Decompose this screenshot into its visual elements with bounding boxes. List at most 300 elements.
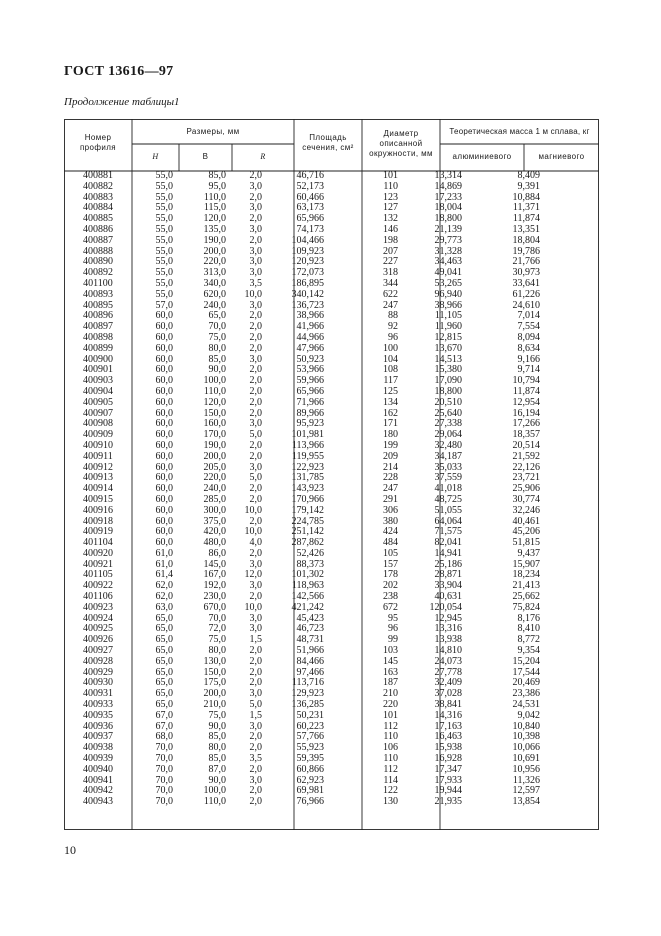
cell-radius-r: 3,0 <box>249 462 262 473</box>
cell-aluminum-mass: 53,265 <box>434 278 462 289</box>
table-row <box>64 549 599 560</box>
cell-radius-r: 2,0 <box>249 678 262 689</box>
cell-profile-number: 401104 <box>83 538 113 549</box>
cell-profile-number: 400936 <box>83 721 113 732</box>
cell-circumscribed-diameter: 380 <box>383 516 398 527</box>
cell-aluminum-mass: 27,778 <box>434 667 462 678</box>
cell-profile-number: 400901 <box>83 365 113 376</box>
cell-profile-number: 400909 <box>83 430 113 441</box>
cell-width-b: 100,0 <box>203 376 226 387</box>
cell-width-b: 175,0 <box>203 678 226 689</box>
cell-height-h: 60,0 <box>155 365 173 376</box>
table-row <box>64 592 599 603</box>
cell-circumscribed-diameter: 110 <box>383 754 398 765</box>
table-row <box>64 257 599 268</box>
cell-profile-number: 400913 <box>83 473 113 484</box>
cell-height-h: 70,0 <box>155 786 173 797</box>
cell-section-area: 52,426 <box>296 548 324 559</box>
cell-magnesium-mass: 25,906 <box>512 484 540 495</box>
cell-width-b: 170,0 <box>203 430 226 441</box>
cell-profile-number: 400905 <box>83 397 113 408</box>
cell-circumscribed-diameter: 145 <box>383 656 398 667</box>
header-mass: Теоретическая масса 1 м сплава, кг <box>449 127 590 136</box>
cell-section-area: 89,966 <box>296 408 324 419</box>
header-number: Номер профиля <box>79 133 117 152</box>
cell-aluminum-mass: 14,941 <box>434 548 462 559</box>
cell-width-b: 167,0 <box>203 570 226 581</box>
cell-width-b: 80,0 <box>208 743 226 754</box>
cell-magnesium-mass: 21,413 <box>512 581 540 592</box>
cell-section-area: 84,466 <box>296 656 324 667</box>
cell-width-b: 145,0 <box>203 559 226 570</box>
cell-aluminum-mass: 25,640 <box>434 408 462 419</box>
cell-circumscribed-diameter: 157 <box>383 559 398 570</box>
cell-radius-r: 3,0 <box>249 624 262 635</box>
table-row <box>64 678 599 689</box>
table-row <box>64 430 599 441</box>
cell-aluminum-mass: 13,938 <box>434 635 462 646</box>
cell-circumscribed-diameter: 123 <box>383 192 398 203</box>
cell-magnesium-mass: 9,166 <box>517 354 540 365</box>
cell-width-b: 110,0 <box>203 386 226 397</box>
cell-radius-r: 2,0 <box>249 667 262 678</box>
cell-circumscribed-diameter: 672 <box>383 602 398 613</box>
cell-aluminum-mass: 40,631 <box>434 592 462 603</box>
cell-width-b: 190,0 <box>203 235 226 246</box>
table-row <box>64 538 599 549</box>
cell-radius-r: 10,0 <box>244 289 262 300</box>
cell-profile-number: 400925 <box>83 624 113 635</box>
cell-width-b: 200,0 <box>203 246 226 257</box>
table-row <box>64 463 599 474</box>
cell-radius-r: 2,0 <box>249 592 262 603</box>
cell-aluminum-mass: 21,935 <box>434 797 462 808</box>
cell-profile-number: 400900 <box>83 354 113 365</box>
cell-aluminum-mass: 19,944 <box>434 786 462 797</box>
cell-radius-r: 2,0 <box>249 797 262 808</box>
cell-width-b: 90,0 <box>208 775 226 786</box>
cell-radius-r: 2,0 <box>249 451 262 462</box>
cell-magnesium-mass: 21,592 <box>512 451 540 462</box>
cell-aluminum-mass: 33,904 <box>434 581 462 592</box>
cell-aluminum-mass: 18,800 <box>434 214 462 225</box>
cell-height-h: 60,0 <box>155 505 173 516</box>
header-r <box>232 152 294 162</box>
table-row <box>64 322 599 333</box>
table-row <box>64 290 599 301</box>
document-title: ГОСТ 13616—97 <box>64 64 174 79</box>
cell-section-area: 95,923 <box>296 419 324 430</box>
cell-profile-number: 400926 <box>83 635 113 646</box>
cell-section-area: 57,766 <box>296 732 324 743</box>
cell-radius-r: 5,0 <box>249 700 262 711</box>
cell-aluminum-mass: 27,338 <box>434 419 462 430</box>
cell-magnesium-mass: 10,956 <box>512 764 540 775</box>
cell-height-h: 67,0 <box>155 710 173 721</box>
cell-magnesium-mass: 23,721 <box>512 473 540 484</box>
cell-circumscribed-diameter: 162 <box>383 408 398 419</box>
cell-magnesium-mass: 21,766 <box>512 257 540 268</box>
cell-profile-number: 400923 <box>83 602 113 613</box>
cell-profile-number: 401106 <box>83 592 113 603</box>
cell-radius-r: 3,5 <box>249 278 262 289</box>
cell-magnesium-mass: 45,206 <box>512 527 540 538</box>
cell-section-area: 421,242 <box>291 602 324 613</box>
cell-radius-r: 2,0 <box>249 235 262 246</box>
cell-width-b: 70,0 <box>208 322 226 333</box>
cell-width-b: 300,0 <box>203 505 226 516</box>
cell-section-area: 74,173 <box>296 224 324 235</box>
table-row <box>64 570 599 581</box>
cell-radius-r: 2,0 <box>249 365 262 376</box>
cell-circumscribed-diameter: 112 <box>383 721 398 732</box>
cell-magnesium-mass: 8,094 <box>517 332 540 343</box>
cell-height-h: 70,0 <box>155 775 173 786</box>
cell-radius-r: 2,0 <box>249 397 262 408</box>
table-row <box>64 193 599 204</box>
cell-profile-number: 400931 <box>83 689 113 700</box>
cell-magnesium-mass: 9,714 <box>517 365 540 376</box>
cell-profile-number: 400897 <box>83 322 113 333</box>
table-row <box>64 765 599 776</box>
cell-section-area: 143,923 <box>291 484 324 495</box>
cell-profile-number: 400940 <box>83 764 113 775</box>
cell-radius-r: 3,5 <box>249 754 262 765</box>
cell-profile-number: 400887 <box>83 235 113 246</box>
cell-aluminum-mass: 49,041 <box>434 268 462 279</box>
cell-height-h: 65,0 <box>155 689 173 700</box>
cell-width-b: 160,0 <box>203 419 226 430</box>
cell-magnesium-mass: 11,874 <box>512 386 540 397</box>
table-row <box>64 311 599 322</box>
cell-height-h: 65,0 <box>155 667 173 678</box>
cell-magnesium-mass: 11,874 <box>512 214 540 225</box>
cell-section-area: 118,963 <box>291 581 324 592</box>
cell-width-b: 375,0 <box>203 516 226 527</box>
cell-profile-number: 400886 <box>83 224 113 235</box>
cell-section-area: 113,966 <box>291 440 324 451</box>
cell-width-b: 65,0 <box>208 311 226 322</box>
cell-width-b: 240,0 <box>203 484 226 495</box>
cell-profile-number: 400911 <box>83 451 113 462</box>
cell-magnesium-mass: 7,554 <box>517 322 540 333</box>
cell-aluminum-mass: 14,810 <box>434 646 462 657</box>
cell-section-area: 51,966 <box>296 646 324 657</box>
cell-circumscribed-diameter: 106 <box>383 743 398 754</box>
cell-height-h: 60,0 <box>155 440 173 451</box>
cell-section-area: 131,785 <box>291 473 324 484</box>
cell-magnesium-mass: 24,531 <box>512 700 540 711</box>
cell-height-h: 62,0 <box>155 592 173 603</box>
cell-width-b: 100,0 <box>203 786 226 797</box>
cell-height-h: 55,0 <box>155 257 173 268</box>
cell-circumscribed-diameter: 108 <box>383 365 398 376</box>
cell-radius-r: 2,0 <box>249 408 262 419</box>
cell-magnesium-mass: 11,326 <box>512 775 540 786</box>
cell-radius-r: 2,0 <box>249 214 262 225</box>
cell-height-h: 60,0 <box>155 311 173 322</box>
cell-radius-r: 2,0 <box>249 343 262 354</box>
cell-profile-number: 400943 <box>83 797 113 808</box>
table-row <box>64 506 599 517</box>
cell-height-h: 65,0 <box>155 635 173 646</box>
cell-radius-r: 5,0 <box>249 473 262 484</box>
cell-magnesium-mass: 10,691 <box>512 754 540 765</box>
cell-aluminum-mass: 13,670 <box>434 343 462 354</box>
cell-magnesium-mass: 7,014 <box>517 311 540 322</box>
table-row <box>64 668 599 679</box>
table-row <box>64 365 599 376</box>
cell-section-area: 287,862 <box>291 538 324 549</box>
cell-section-area: 109,923 <box>291 246 324 257</box>
cell-width-b: 110,0 <box>203 192 226 203</box>
cell-circumscribed-diameter: 247 <box>383 300 398 311</box>
cell-radius-r: 2,0 <box>249 516 262 527</box>
cell-width-b: 85,0 <box>208 732 226 743</box>
cell-aluminum-mass: 14,513 <box>434 354 462 365</box>
cell-height-h: 62,0 <box>155 581 173 592</box>
cell-aluminum-mass: 14,869 <box>434 181 462 192</box>
cell-height-h: 63,0 <box>155 602 173 613</box>
cell-aluminum-mass: 17,090 <box>434 376 462 387</box>
cell-circumscribed-diameter: 163 <box>383 667 398 678</box>
cell-section-area: 45,423 <box>296 613 324 624</box>
cell-profile-number: 400935 <box>83 710 113 721</box>
cell-aluminum-mass: 29,064 <box>434 430 462 441</box>
cell-circumscribed-diameter: 101 <box>383 710 398 721</box>
cell-section-area: 76,966 <box>296 797 324 808</box>
cell-width-b: 220,0 <box>203 473 226 484</box>
cell-radius-r: 2,0 <box>249 171 262 181</box>
cell-width-b: 115,0 <box>203 203 226 214</box>
cell-aluminum-mass: 64,064 <box>434 516 462 527</box>
cell-magnesium-mass: 61,226 <box>512 289 540 300</box>
cell-profile-number: 400920 <box>83 548 113 559</box>
cell-circumscribed-diameter: 424 <box>383 527 398 538</box>
cell-section-area: 136,285 <box>291 700 324 711</box>
cell-profile-number: 401105 <box>83 570 113 581</box>
table-row <box>64 527 599 538</box>
cell-profile-number: 400937 <box>83 732 113 743</box>
cell-aluminum-mass: 120,054 <box>429 602 462 613</box>
header-h <box>132 152 179 162</box>
cell-circumscribed-diameter: 210 <box>383 689 398 700</box>
table-row <box>64 473 599 484</box>
cell-magnesium-mass: 20,514 <box>512 440 540 451</box>
cell-aluminum-mass: 17,163 <box>434 721 462 732</box>
cell-magnesium-mass: 19,786 <box>512 246 540 257</box>
cell-circumscribed-diameter: 209 <box>383 451 398 462</box>
cell-height-h: 57,0 <box>155 300 173 311</box>
cell-section-area: 101,981 <box>291 430 324 441</box>
cell-profile-number: 400884 <box>83 203 113 214</box>
cell-height-h: 60,0 <box>155 322 173 333</box>
cell-magnesium-mass: 9,354 <box>517 646 540 657</box>
cell-profile-number: 400942 <box>83 786 113 797</box>
cell-profile-number: 400916 <box>83 505 113 516</box>
cell-aluminum-mass: 17,933 <box>434 775 462 786</box>
cell-section-area: 47,966 <box>296 343 324 354</box>
cell-height-h: 60,0 <box>155 419 173 430</box>
cell-width-b: 620,0 <box>203 289 226 300</box>
cell-width-b: 87,0 <box>208 764 226 775</box>
cell-magnesium-mass: 16,194 <box>512 408 540 419</box>
cell-profile-number: 400941 <box>83 775 113 786</box>
cell-aluminum-mass: 11,960 <box>434 322 462 333</box>
cell-radius-r: 2,0 <box>249 386 262 397</box>
cell-aluminum-mass: 37,028 <box>434 689 462 700</box>
cell-magnesium-mass: 11,371 <box>512 203 540 214</box>
cell-magnesium-mass: 8,634 <box>517 343 540 354</box>
cell-section-area: 46,723 <box>296 624 324 635</box>
cell-height-h: 60,0 <box>155 494 173 505</box>
table-row <box>64 203 599 214</box>
cell-profile-number: 400924 <box>83 613 113 624</box>
cell-height-h: 70,0 <box>155 754 173 765</box>
cell-aluminum-mass: 25,186 <box>434 559 462 570</box>
cell-magnesium-mass: 22,126 <box>512 462 540 473</box>
cell-width-b: 110,0 <box>203 797 226 808</box>
cell-aluminum-mass: 18,800 <box>434 386 462 397</box>
cell-width-b: 190,0 <box>203 440 226 451</box>
cell-height-h: 61,4 <box>155 570 173 581</box>
cell-circumscribed-diameter: 306 <box>383 505 398 516</box>
cell-height-h: 55,0 <box>155 278 173 289</box>
table-row <box>64 419 599 430</box>
cell-magnesium-mass: 8,409 <box>517 171 540 181</box>
cell-circumscribed-diameter: 127 <box>383 203 398 214</box>
cell-width-b: 230,0 <box>203 592 226 603</box>
cell-height-h: 60,0 <box>155 462 173 473</box>
cell-radius-r: 2,0 <box>249 786 262 797</box>
cell-height-h: 60,0 <box>155 430 173 441</box>
cell-profile-number: 401100 <box>83 278 113 289</box>
cell-radius-r: 2,0 <box>249 548 262 559</box>
cell-section-area: 59,966 <box>296 376 324 387</box>
cell-height-h: 67,0 <box>155 721 173 732</box>
cell-section-area: 38,966 <box>296 311 324 322</box>
cell-radius-r: 3,0 <box>249 224 262 235</box>
cell-magnesium-mass: 15,204 <box>512 656 540 667</box>
cell-section-area: 88,373 <box>296 559 324 570</box>
cell-height-h: 60,0 <box>155 538 173 549</box>
cell-section-area: 172,073 <box>291 268 324 279</box>
cell-profile-number: 400919 <box>83 527 113 538</box>
cell-circumscribed-diameter: 96 <box>388 624 398 635</box>
cell-magnesium-mass: 9,437 <box>517 548 540 559</box>
cell-radius-r: 10,0 <box>244 527 262 538</box>
cell-profile-number: 400882 <box>83 181 113 192</box>
cell-width-b: 90,0 <box>208 365 226 376</box>
cell-aluminum-mass: 38,841 <box>434 700 462 711</box>
cell-profile-number: 400898 <box>83 332 113 343</box>
cell-width-b: 85,0 <box>208 354 226 365</box>
cell-section-area: 71,966 <box>296 397 324 408</box>
cell-aluminum-mass: 48,725 <box>434 494 462 505</box>
cell-magnesium-mass: 23,386 <box>512 689 540 700</box>
cell-radius-r: 5,0 <box>249 430 262 441</box>
cell-section-area: 55,923 <box>296 743 324 754</box>
cell-profile-number: 400921 <box>83 559 113 570</box>
cell-profile-number: 400933 <box>83 700 113 711</box>
table-row <box>64 225 599 236</box>
cell-radius-r: 1,5 <box>249 635 262 646</box>
cell-circumscribed-diameter: 171 <box>383 419 398 430</box>
cell-width-b: 192,0 <box>203 581 226 592</box>
table-row <box>64 247 599 258</box>
cell-radius-r: 10,0 <box>244 602 262 613</box>
cell-circumscribed-diameter: 178 <box>383 570 398 581</box>
cell-width-b: 75,0 <box>208 332 226 343</box>
cell-radius-r: 2,0 <box>249 764 262 775</box>
cell-circumscribed-diameter: 622 <box>383 289 398 300</box>
cell-radius-r: 3,0 <box>249 775 262 786</box>
cell-width-b: 200,0 <box>203 451 226 462</box>
cell-height-h: 65,0 <box>155 700 173 711</box>
cell-magnesium-mass: 10,398 <box>512 732 540 743</box>
cell-circumscribed-diameter: 199 <box>383 440 398 451</box>
cell-width-b: 95,0 <box>208 181 226 192</box>
cell-aluminum-mass: 37,559 <box>434 473 462 484</box>
cell-magnesium-mass: 30,973 <box>512 268 540 279</box>
cell-height-h: 55,0 <box>155 235 173 246</box>
cell-profile-number: 400915 <box>83 494 113 505</box>
cell-radius-r: 2,0 <box>249 322 262 333</box>
cell-section-area: 41,966 <box>296 322 324 333</box>
cell-width-b: 120,0 <box>203 214 226 225</box>
cell-profile-number: 400881 <box>83 171 113 181</box>
table-row <box>64 484 599 495</box>
cell-height-h: 55,0 <box>155 203 173 214</box>
table-body <box>64 171 599 808</box>
cell-section-area: 53,966 <box>296 365 324 376</box>
cell-magnesium-mass: 17,266 <box>512 419 540 430</box>
cell-width-b: 200,0 <box>203 689 226 700</box>
cell-section-area: 44,966 <box>296 332 324 343</box>
table-row <box>64 268 599 279</box>
cell-circumscribed-diameter: 227 <box>383 257 398 268</box>
cell-aluminum-mass: 13,316 <box>434 624 462 635</box>
cell-circumscribed-diameter: 114 <box>383 775 398 786</box>
cell-aluminum-mass: 29,773 <box>434 235 462 246</box>
cell-radius-r: 3,0 <box>249 419 262 430</box>
cell-radius-r: 2,0 <box>249 484 262 495</box>
header-magnesium: магниевого <box>538 152 585 161</box>
cell-section-area: 50,231 <box>296 710 324 721</box>
cell-height-h: 70,0 <box>155 797 173 808</box>
cell-circumscribed-diameter: 238 <box>383 592 398 603</box>
cell-circumscribed-diameter: 132 <box>383 214 398 225</box>
cell-height-h: 61,0 <box>155 559 173 570</box>
cell-profile-number: 400929 <box>83 667 113 678</box>
cell-section-area: 46,716 <box>296 171 324 181</box>
cell-width-b: 285,0 <box>203 494 226 505</box>
cell-aluminum-mass: 13,314 <box>434 171 462 181</box>
cell-circumscribed-diameter: 187 <box>383 678 398 689</box>
cell-section-area: 101,302 <box>291 570 324 581</box>
cell-circumscribed-diameter: 202 <box>383 581 398 592</box>
cell-width-b: 86,0 <box>208 548 226 559</box>
cell-profile-number: 400895 <box>83 300 113 311</box>
table-row <box>64 495 599 506</box>
cell-circumscribed-diameter: 214 <box>383 462 398 473</box>
cell-magnesium-mass: 18,804 <box>512 235 540 246</box>
cell-aluminum-mass: 12,945 <box>434 613 462 624</box>
cell-radius-r: 2,0 <box>249 656 262 667</box>
cell-circumscribed-diameter: 105 <box>383 548 398 559</box>
cell-aluminum-mass: 28,871 <box>434 570 462 581</box>
cell-aluminum-mass: 17,233 <box>434 192 462 203</box>
